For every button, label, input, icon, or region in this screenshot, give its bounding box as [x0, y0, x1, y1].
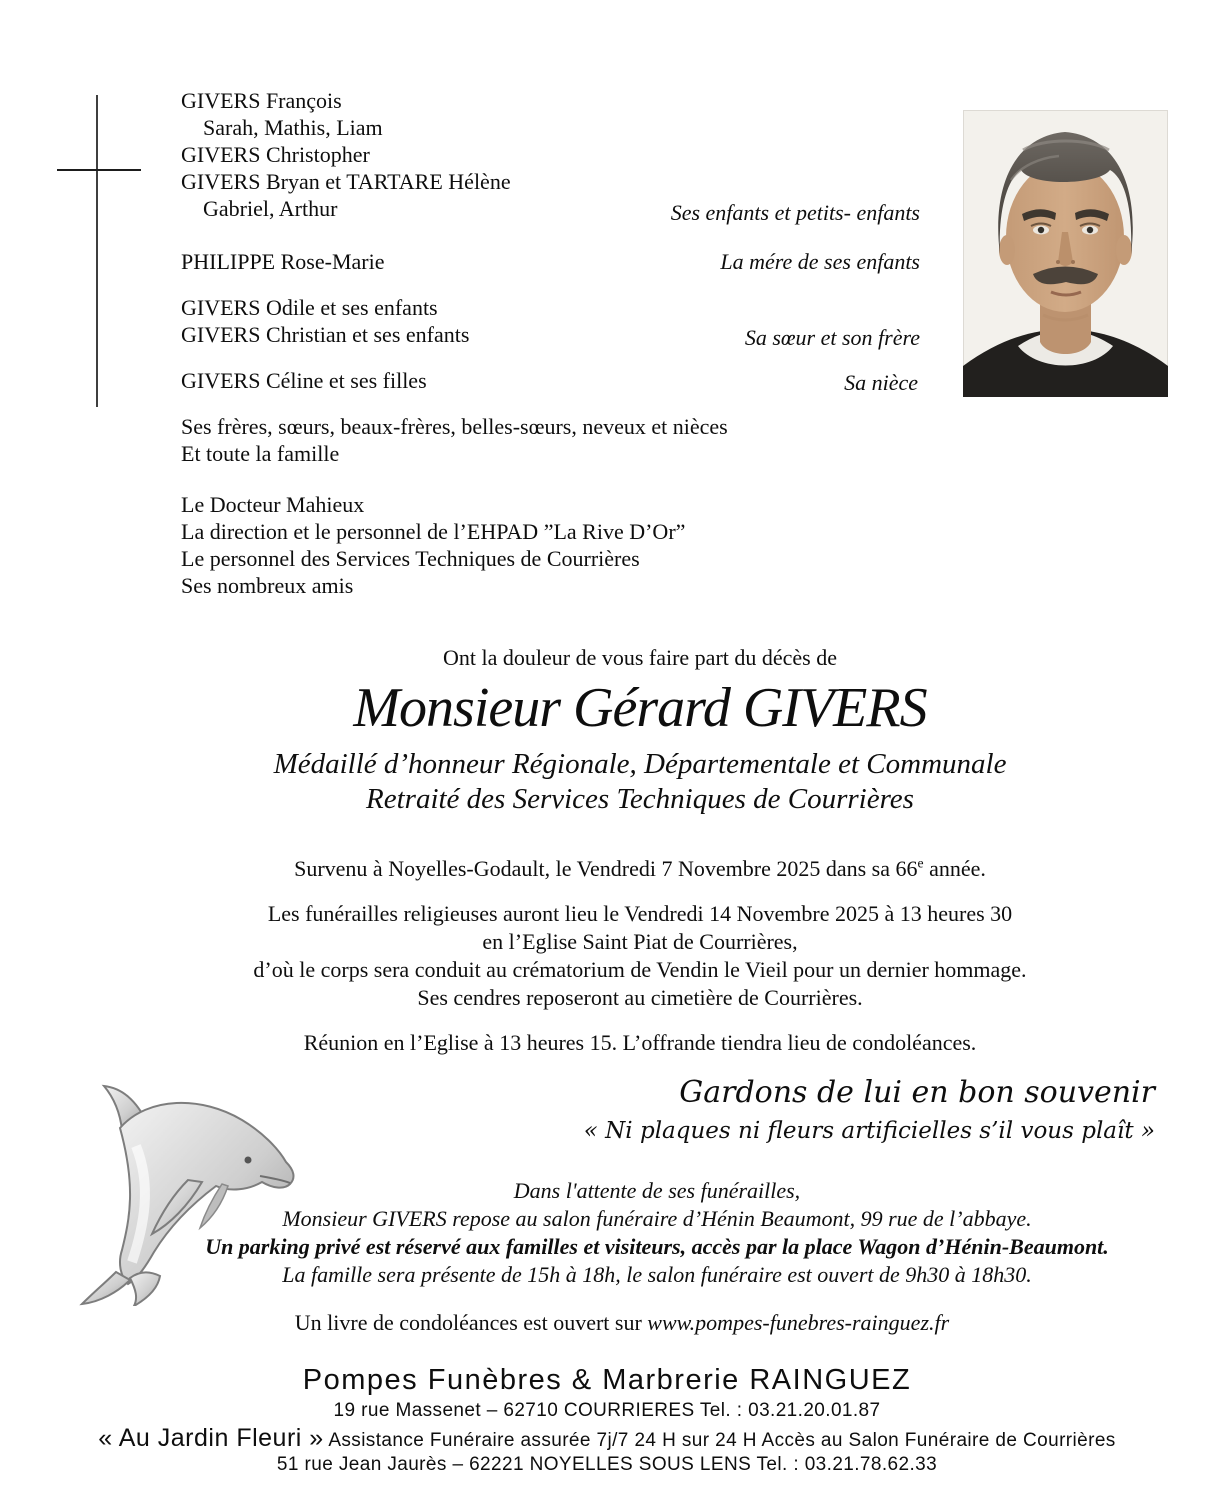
cross-vertical-bar [96, 95, 98, 407]
acknowledgement-line: Ses nombreux amis [181, 573, 354, 598]
condolence-book-line [15, 1310, 1214, 1336]
relation-siblings: Sa sœur et son frère [744, 325, 920, 350]
acknowledgement-line: La direction et le personnel de l’EHPAD ”La Rive D’Or” [181, 519, 686, 544]
repose-location-line: Monsieur GIVERS repose au salon funéraire d’Hénin Beaumont, 99 rue de l’abbaye. [282, 1206, 1032, 1231]
family-name-line: PHILIPPE Rose-Marie [181, 249, 385, 274]
family-name-line: GIVERS François [181, 88, 342, 113]
family-name-line: Gabriel, Arthur [203, 196, 338, 221]
condolence-book-url: www.pompes-funebres-rainguez.fr [647, 1310, 950, 1335]
relation-children: Ses enfants et petits- enfants [670, 200, 920, 225]
funeral-home-address-noyelles: 51 rue Jean Jaurès – 62221 NOYELLES SOUS LENS Tel. : 03.21.78.62.33 [276, 1454, 938, 1475]
funeral-details-line: en l’Eglise Saint Piat de Courrières, [482, 929, 798, 954]
acknowledgement-line: Le personnel des Services Techniques de Courrières [181, 546, 640, 571]
extended-family-line: Et toute la famille [181, 441, 340, 466]
funeral-home-name: Pompes Funèbres & Marbrerie RAINGUEZ [302, 1364, 912, 1396]
death-notice-text: Survenu à Noyelles-Godault, le Vendredi 7 Novembre 2025 dans sa 66 [294, 856, 918, 881]
reunion-line: Réunion en l’Eglise à 13 heures 15. L’offrande tiendra lieu de condoléances. [303, 1030, 977, 1055]
announcement-intro: Ont la douleur de vous faire part du décès de [442, 645, 838, 670]
death-notice-end: année. [923, 856, 986, 881]
family-name-line: GIVERS Bryan et TARTARE Hélène [181, 169, 511, 194]
visiting-hours-line: La famille sera présente de 15h à 18h, le salon funéraire est ouvert de 9h30 à 18h30. [282, 1262, 1032, 1287]
family-name-line: GIVERS Christian et ses enfants [181, 322, 470, 347]
souvenir-message: Gardons de lui en bon souvenir [679, 1075, 1155, 1110]
awaiting-funeral-line: Dans l'attente de ses funérailles, [513, 1178, 801, 1203]
extended-family-line: Ses frères, sœurs, beaux-frères, belles-sœurs, neveux et nièces [181, 414, 728, 439]
funeral-home-address-courrieres: 19 rue Massenet – 62710 COURRIERES Tel. : 03.21.20.01.87 [333, 1400, 881, 1421]
deceased-career: Retraité des Services Techniques de Courrières [366, 783, 914, 815]
funeral-home-brand: « Au Jardin Fleuri » [98, 1424, 324, 1452]
family-name-line: Sarah, Mathis, Liam [203, 115, 383, 140]
parking-notice-line: Un parking privé est réservé aux familles et visiteurs, accès par la place Wagon d’Hénin-Beaumont. [205, 1234, 1109, 1259]
relation-mother: La mére de ses enfants [720, 249, 920, 274]
funeral-home-services-line [15, 1424, 1199, 1453]
condolence-book-text: Un livre de condoléances est ouvert sur [294, 1310, 648, 1335]
death-notice [66, 856, 1214, 882]
deceased-honors: Médaillé d’honneur Régionale, Départementale et Communale [273, 748, 1007, 780]
family-name-line: GIVERS Céline et ses filles [181, 368, 427, 393]
funeral-details-line: Ses cendres reposeront au cimetière de Courrières. [417, 985, 863, 1010]
ordinal-superscript: e [917, 855, 924, 871]
acknowledgement-line: Le Docteur Mahieux [181, 492, 365, 517]
relation-niece: Sa nièce [844, 370, 918, 395]
funeral-details-line: Les funérailles religieuses auront lieu le Vendredi 14 Novembre 2025 à 13 heures 30 [267, 901, 1013, 926]
deceased-portrait-photo [963, 110, 1168, 397]
funeral-details-line: d’où le corps sera conduit au crématorium de Vendin le Vieil pour un dernier hommage. [253, 957, 1027, 982]
no-flowers-request: « Ni plaques ni fleurs artificielles s’il vous plaît » [583, 1118, 1155, 1144]
deceased-name-title: Monsieur Gérard GIVERS [353, 677, 927, 739]
cross-horizontal-bar [57, 169, 141, 171]
family-name-line: GIVERS Christopher [181, 142, 370, 167]
family-name-line: GIVERS Odile et ses enfants [181, 295, 438, 320]
funeral-home-services: Assistance Funéraire assurée 7j/7 24 H sur 24 H Accès au Salon Funéraire de Courrières [323, 1430, 1116, 1451]
